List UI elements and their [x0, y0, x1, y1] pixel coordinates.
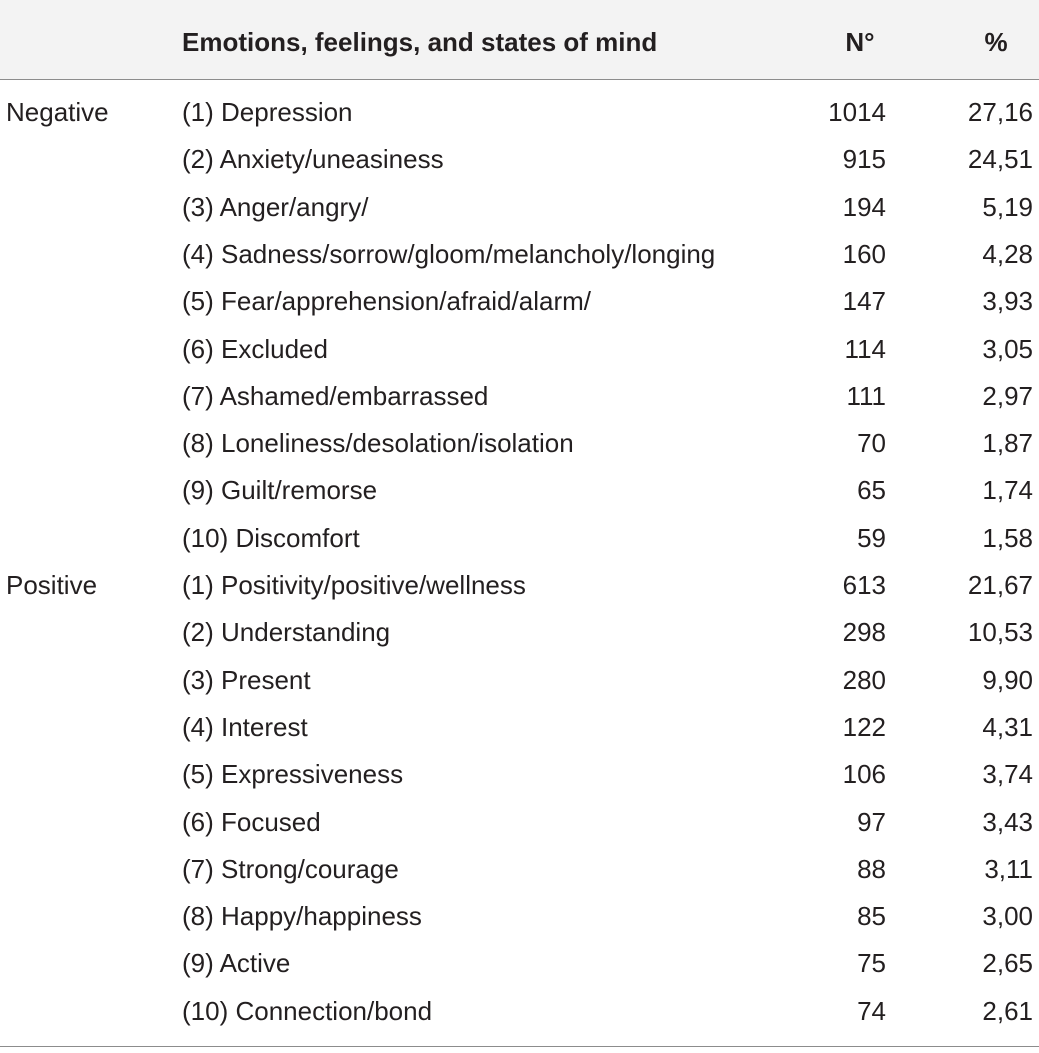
table-row: [0, 521, 1039, 568]
table-row: [0, 190, 1039, 237]
table-row: [0, 379, 1039, 426]
count-value: 122: [842, 711, 886, 742]
table-row: [0, 994, 1039, 1041]
percent-value: 10,53: [967, 617, 1033, 648]
table-row: [0, 142, 1039, 189]
emotion-label: (9) Active: [182, 948, 291, 979]
count-value: 194: [842, 191, 886, 222]
table-row: [0, 473, 1039, 520]
count-value: 97: [857, 806, 886, 837]
emotion-label: (7) Strong/courage: [182, 853, 399, 884]
percent-value: 3,05: [982, 333, 1033, 364]
emotion-label: (10) Discomfort: [182, 522, 360, 553]
count-value: 915: [842, 144, 886, 175]
count-value: 75: [857, 948, 886, 979]
count-value: 85: [857, 901, 886, 932]
table-row: [0, 710, 1039, 757]
emotion-label: (1) Positivity/positive/wellness: [182, 570, 526, 600]
percent-value: 2,61: [982, 995, 1033, 1026]
table-row: [0, 237, 1039, 284]
emotion-label: (4) Interest: [182, 711, 308, 742]
table-row: [0, 663, 1039, 710]
emotion-label: (9) Guilt/remorse: [182, 475, 378, 506]
table-row: [0, 332, 1039, 379]
emotion-label: (2) Anxiety/uneasiness: [182, 144, 444, 175]
emotion-label: (1) Depression: [182, 97, 353, 127]
percent-value: 27,16: [967, 97, 1033, 127]
bottom-rule: [0, 1046, 1039, 1047]
emotion-label: (2) Understanding: [182, 617, 391, 648]
count-value: 114: [844, 333, 886, 364]
percent-value: 3,11: [984, 853, 1033, 884]
table-header: [0, 0, 1039, 80]
emotion-label: (3) Anger/angry/: [182, 191, 369, 222]
percent-value: 1,58: [982, 522, 1033, 553]
percent-value: 1,87: [982, 428, 1033, 459]
count-value: 280: [842, 664, 886, 695]
count-value: 88: [857, 853, 886, 884]
emotion-label: (7) Ashamed/embarrassed: [182, 380, 489, 411]
percent-value: 3,93: [982, 286, 1033, 317]
emotion-label: (10) Connection/bond: [182, 995, 433, 1026]
table-row: [0, 946, 1039, 993]
emotion-label: (8) Happy/happiness: [182, 901, 422, 932]
table-row: [0, 899, 1039, 946]
percent-value: 1,74: [982, 475, 1033, 506]
count-value: 1014: [828, 97, 886, 127]
count-value: 298: [842, 617, 886, 648]
percent-value: 4,31: [982, 711, 1033, 742]
percent-value: 2,65: [982, 948, 1033, 979]
table-row: [0, 426, 1039, 473]
count-value: 59: [857, 522, 886, 553]
group-label: Negative: [6, 97, 109, 127]
emotion-label: (3) Present: [182, 664, 311, 695]
table-row: [0, 757, 1039, 804]
emotion-label: (5) Fear/apprehension/afraid/alarm/: [182, 286, 591, 317]
count-value: 613: [842, 570, 886, 600]
count-value: 70: [857, 428, 886, 459]
count-value: 65: [857, 475, 886, 506]
percent-value: 4,28: [982, 238, 1033, 269]
percent-value: 2,97: [982, 380, 1033, 411]
percent-value: 21,67: [967, 570, 1033, 600]
emotion-label: (4) Sadness/sorrow/gloom/melancholy/longing: [182, 238, 716, 269]
percent-value: 3,43: [982, 806, 1033, 837]
percent-value: 24,51: [967, 144, 1033, 175]
count-value: 74: [857, 995, 886, 1026]
count-value: 106: [842, 759, 886, 790]
percent-value: 3,00: [982, 901, 1033, 932]
table-row: [0, 852, 1039, 899]
count-value: 147: [842, 286, 886, 317]
table-row: [0, 95, 1039, 142]
percent-value: 9,90: [982, 664, 1033, 695]
percent-value: 5,19: [982, 191, 1033, 222]
group-label: Positive: [6, 570, 98, 600]
table-row: [0, 568, 1039, 615]
count-value: 160: [842, 238, 886, 269]
emotion-label: (6) Focused: [182, 806, 321, 837]
count-value: 111: [846, 380, 886, 411]
header-label: Emotions, feelings, and states of mind: [182, 27, 658, 57]
percent-value: 3,74: [982, 759, 1033, 790]
header-count: N°: [845, 27, 875, 57]
table-row: [0, 805, 1039, 852]
emotion-label: (8) Loneliness/desolation/isolation: [182, 428, 574, 459]
emotion-label: (5) Expressiveness: [182, 759, 404, 790]
emotion-label: (6) Excluded: [182, 333, 328, 364]
table-row: [0, 284, 1039, 331]
header-percent: %: [984, 27, 1008, 57]
table-row: [0, 615, 1039, 662]
